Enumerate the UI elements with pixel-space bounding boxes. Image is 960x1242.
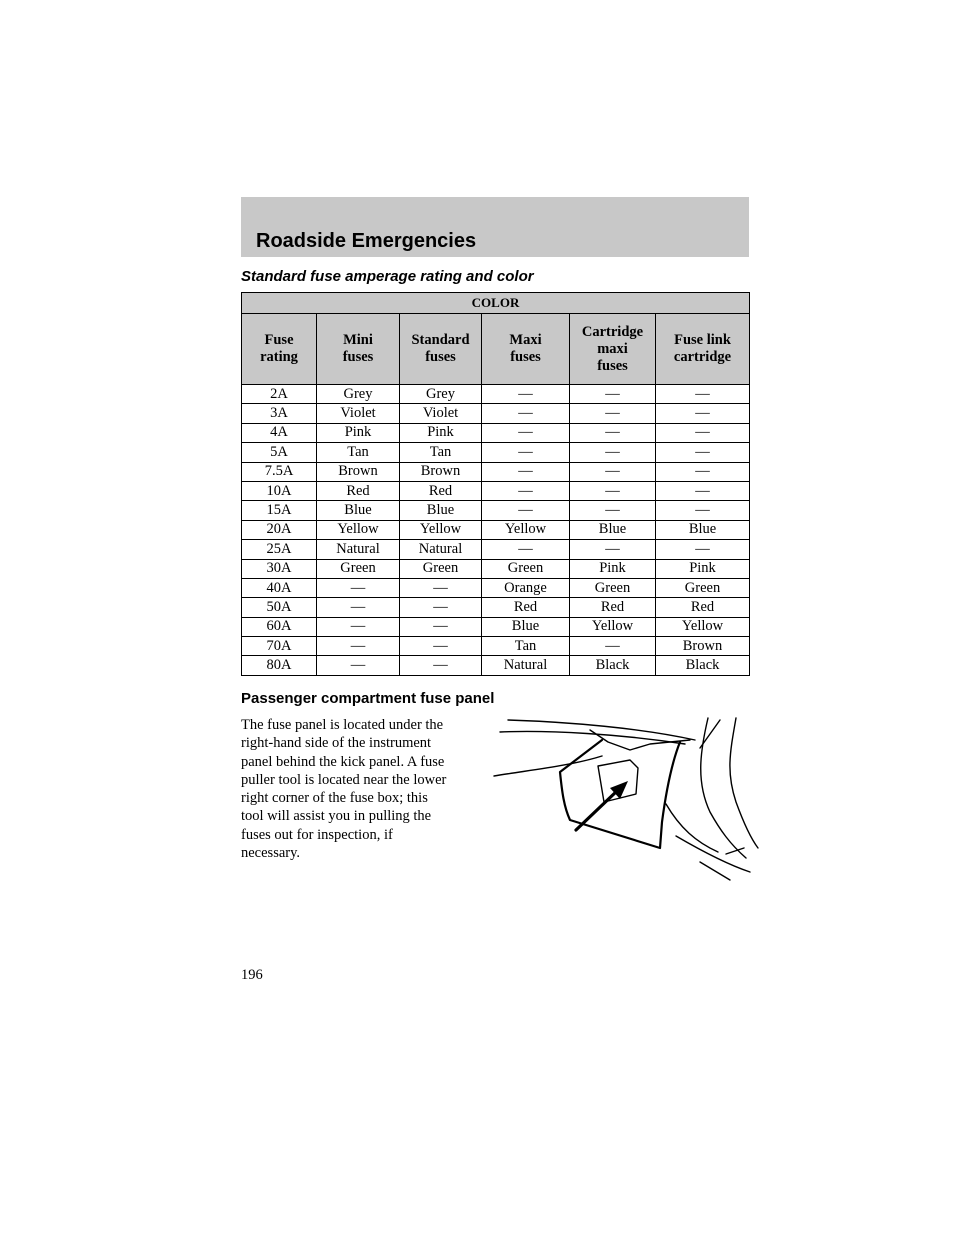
fuse-color-table	[241, 292, 750, 676]
table-cell: Red	[400, 481, 482, 500]
table-cell: Black	[570, 656, 656, 675]
body-line: necessary.	[241, 845, 301, 862]
column-header	[400, 314, 482, 385]
column-header-line: Maxi	[509, 332, 542, 348]
table-cell: Pink	[400, 423, 482, 442]
table-cell: —	[570, 481, 656, 500]
table-row	[242, 462, 750, 481]
table-row	[242, 501, 750, 520]
column-header-line: Mini	[343, 332, 373, 348]
table-cell: 3A	[242, 404, 317, 423]
table-cell: 80A	[242, 656, 317, 675]
column-header-line: Fuse	[264, 332, 294, 348]
table-cell: —	[482, 404, 570, 423]
table-cell: Green	[482, 559, 570, 578]
table-cell: Natural	[400, 540, 482, 559]
table-cell: Blue	[482, 617, 570, 636]
table-cell: Yellow	[317, 520, 400, 539]
table-row	[242, 404, 750, 423]
table-cell: 10A	[242, 481, 317, 500]
table-row	[242, 598, 750, 617]
table-cell: 15A	[242, 501, 317, 520]
table-cell: —	[656, 481, 750, 500]
table-cell: —	[400, 637, 482, 656]
column-header-line: cartridge	[673, 349, 732, 365]
table-cell: Yellow	[656, 617, 750, 636]
table-cell: 20A	[242, 520, 317, 539]
table-cell: Brown	[400, 462, 482, 481]
sill-line	[676, 836, 750, 872]
table-cell: —	[317, 656, 400, 675]
subsection-title: Passenger compartment fuse panel	[241, 690, 495, 707]
table-cell: 40A	[242, 578, 317, 597]
body-line: puller tool is located near the lower	[241, 771, 447, 788]
column-header-line: fuses	[342, 349, 374, 365]
table-cell: —	[317, 578, 400, 597]
table-cell: —	[482, 385, 570, 404]
table-cell: —	[400, 656, 482, 675]
table-cell: —	[570, 385, 656, 404]
fuse-panel-illustration	[490, 712, 760, 892]
column-header	[570, 314, 656, 385]
dash-molding-line	[590, 730, 690, 750]
table-row	[242, 385, 750, 404]
table-cell: Violet	[317, 404, 400, 423]
table-cell: —	[317, 637, 400, 656]
table-row	[242, 617, 750, 636]
table-cell: Yellow	[482, 520, 570, 539]
table-cell: 50A	[242, 598, 317, 617]
table-cell: Pink	[656, 559, 750, 578]
table-cell: 2A	[242, 385, 317, 404]
table-cell: Blue	[570, 520, 656, 539]
table-cell: —	[482, 481, 570, 500]
table-cell: Blue	[400, 501, 482, 520]
table-cell: —	[570, 443, 656, 462]
table-cell: —	[317, 617, 400, 636]
lower-dash-line	[494, 756, 602, 776]
table-cell: 60A	[242, 617, 317, 636]
body-line: right-hand side of the instrument	[241, 735, 432, 752]
column-header-line: rating	[260, 349, 298, 365]
body-paragraph	[241, 716, 493, 862]
table-cell: 25A	[242, 540, 317, 559]
table-cell: 70A	[242, 637, 317, 656]
table-cell: —	[570, 404, 656, 423]
table-cell: Red	[317, 481, 400, 500]
table-cell: —	[656, 385, 750, 404]
table-cell: Tan	[400, 443, 482, 462]
page-number: 196	[241, 967, 263, 983]
body-line: tool will assist you in pulling the	[241, 808, 432, 825]
table-caption: Standard fuse amperage rating and color	[241, 268, 534, 285]
page-section-title: Roadside Emergencies	[256, 230, 477, 252]
table-cell: Red	[656, 598, 750, 617]
table-cell: —	[570, 540, 656, 559]
table-cell: Natural	[317, 540, 400, 559]
table-cell: —	[482, 501, 570, 520]
column-header-line: Standard	[411, 332, 470, 348]
table-cell: —	[482, 423, 570, 442]
sill-edge-line	[700, 862, 730, 880]
table-cell: Green	[400, 559, 482, 578]
table-row	[242, 656, 750, 675]
body-line: right corner of the fuse box; this	[241, 790, 428, 807]
table-cell: Blue	[317, 501, 400, 520]
table-cell: —	[482, 443, 570, 462]
table-cell: —	[656, 462, 750, 481]
table-cell: —	[570, 462, 656, 481]
body-line: panel behind the kick panel. A fuse	[241, 753, 445, 770]
table-cell: Yellow	[400, 520, 482, 539]
table-cell: Brown	[317, 462, 400, 481]
column-header-line: fuses	[510, 349, 541, 365]
table-cell: —	[400, 598, 482, 617]
table-cell: Tan	[317, 443, 400, 462]
table-cell: —	[570, 423, 656, 442]
table-cell: —	[317, 598, 400, 617]
table-cell: Violet	[400, 404, 482, 423]
table-row	[242, 520, 750, 539]
column-header-line: Fuse link	[674, 332, 731, 348]
table-cell: Brown	[656, 637, 750, 656]
table-cell: Red	[482, 598, 570, 617]
table-row	[242, 540, 750, 559]
column-header-line: Cartridge	[581, 323, 644, 340]
table-cell: Yellow	[570, 617, 656, 636]
table-cell: —	[656, 404, 750, 423]
table-row	[242, 637, 750, 656]
table-cell: —	[400, 617, 482, 636]
table-cell: —	[656, 443, 750, 462]
door-frame-line	[701, 718, 746, 858]
table-cell: 5A	[242, 443, 317, 462]
table-cell: —	[570, 637, 656, 656]
column-header-line: maxi	[597, 340, 628, 357]
column-header	[317, 314, 400, 385]
column-header-line: fuses	[425, 349, 456, 365]
table-cell: 4A	[242, 423, 317, 442]
table-row	[242, 578, 750, 597]
column-header-row	[242, 314, 750, 385]
table-cell: Green	[317, 559, 400, 578]
table-cell: 7.5A	[242, 462, 317, 481]
table-cell: Green	[570, 578, 656, 597]
body-line: fuses out for inspection, if	[241, 826, 393, 843]
table-row	[242, 481, 750, 500]
table-cell: Blue	[656, 520, 750, 539]
table-cell: —	[400, 578, 482, 597]
table-cell: —	[656, 423, 750, 442]
table-cell: Pink	[570, 559, 656, 578]
body-line: The fuse panel is located under the	[241, 717, 444, 733]
pillar-line	[700, 720, 720, 748]
column-header	[242, 314, 317, 385]
table-cell: 30A	[242, 559, 317, 578]
table-cell: Pink	[317, 423, 400, 442]
table-cell: Orange	[482, 578, 570, 597]
table-cell: Black	[656, 656, 750, 675]
table-cell: —	[570, 501, 656, 520]
table-row	[242, 423, 750, 442]
table-cell: Grey	[317, 385, 400, 404]
table-cell: Tan	[482, 637, 570, 656]
table-cell: Red	[570, 598, 656, 617]
column-header-line: fuses	[597, 357, 628, 374]
table-cell: —	[482, 462, 570, 481]
table-cell: Natural	[482, 656, 570, 675]
table-cell: Green	[656, 578, 750, 597]
table-body	[242, 385, 750, 676]
column-header	[482, 314, 570, 385]
column-header	[656, 314, 750, 385]
color-group-header: COLOR	[242, 293, 750, 314]
table-cell: —	[656, 501, 750, 520]
table-row	[242, 443, 750, 462]
table-cell: —	[656, 540, 750, 559]
door-frame-outer-line	[730, 718, 758, 848]
table-cell: Grey	[400, 385, 482, 404]
table-cell: —	[482, 540, 570, 559]
table-row	[242, 559, 750, 578]
